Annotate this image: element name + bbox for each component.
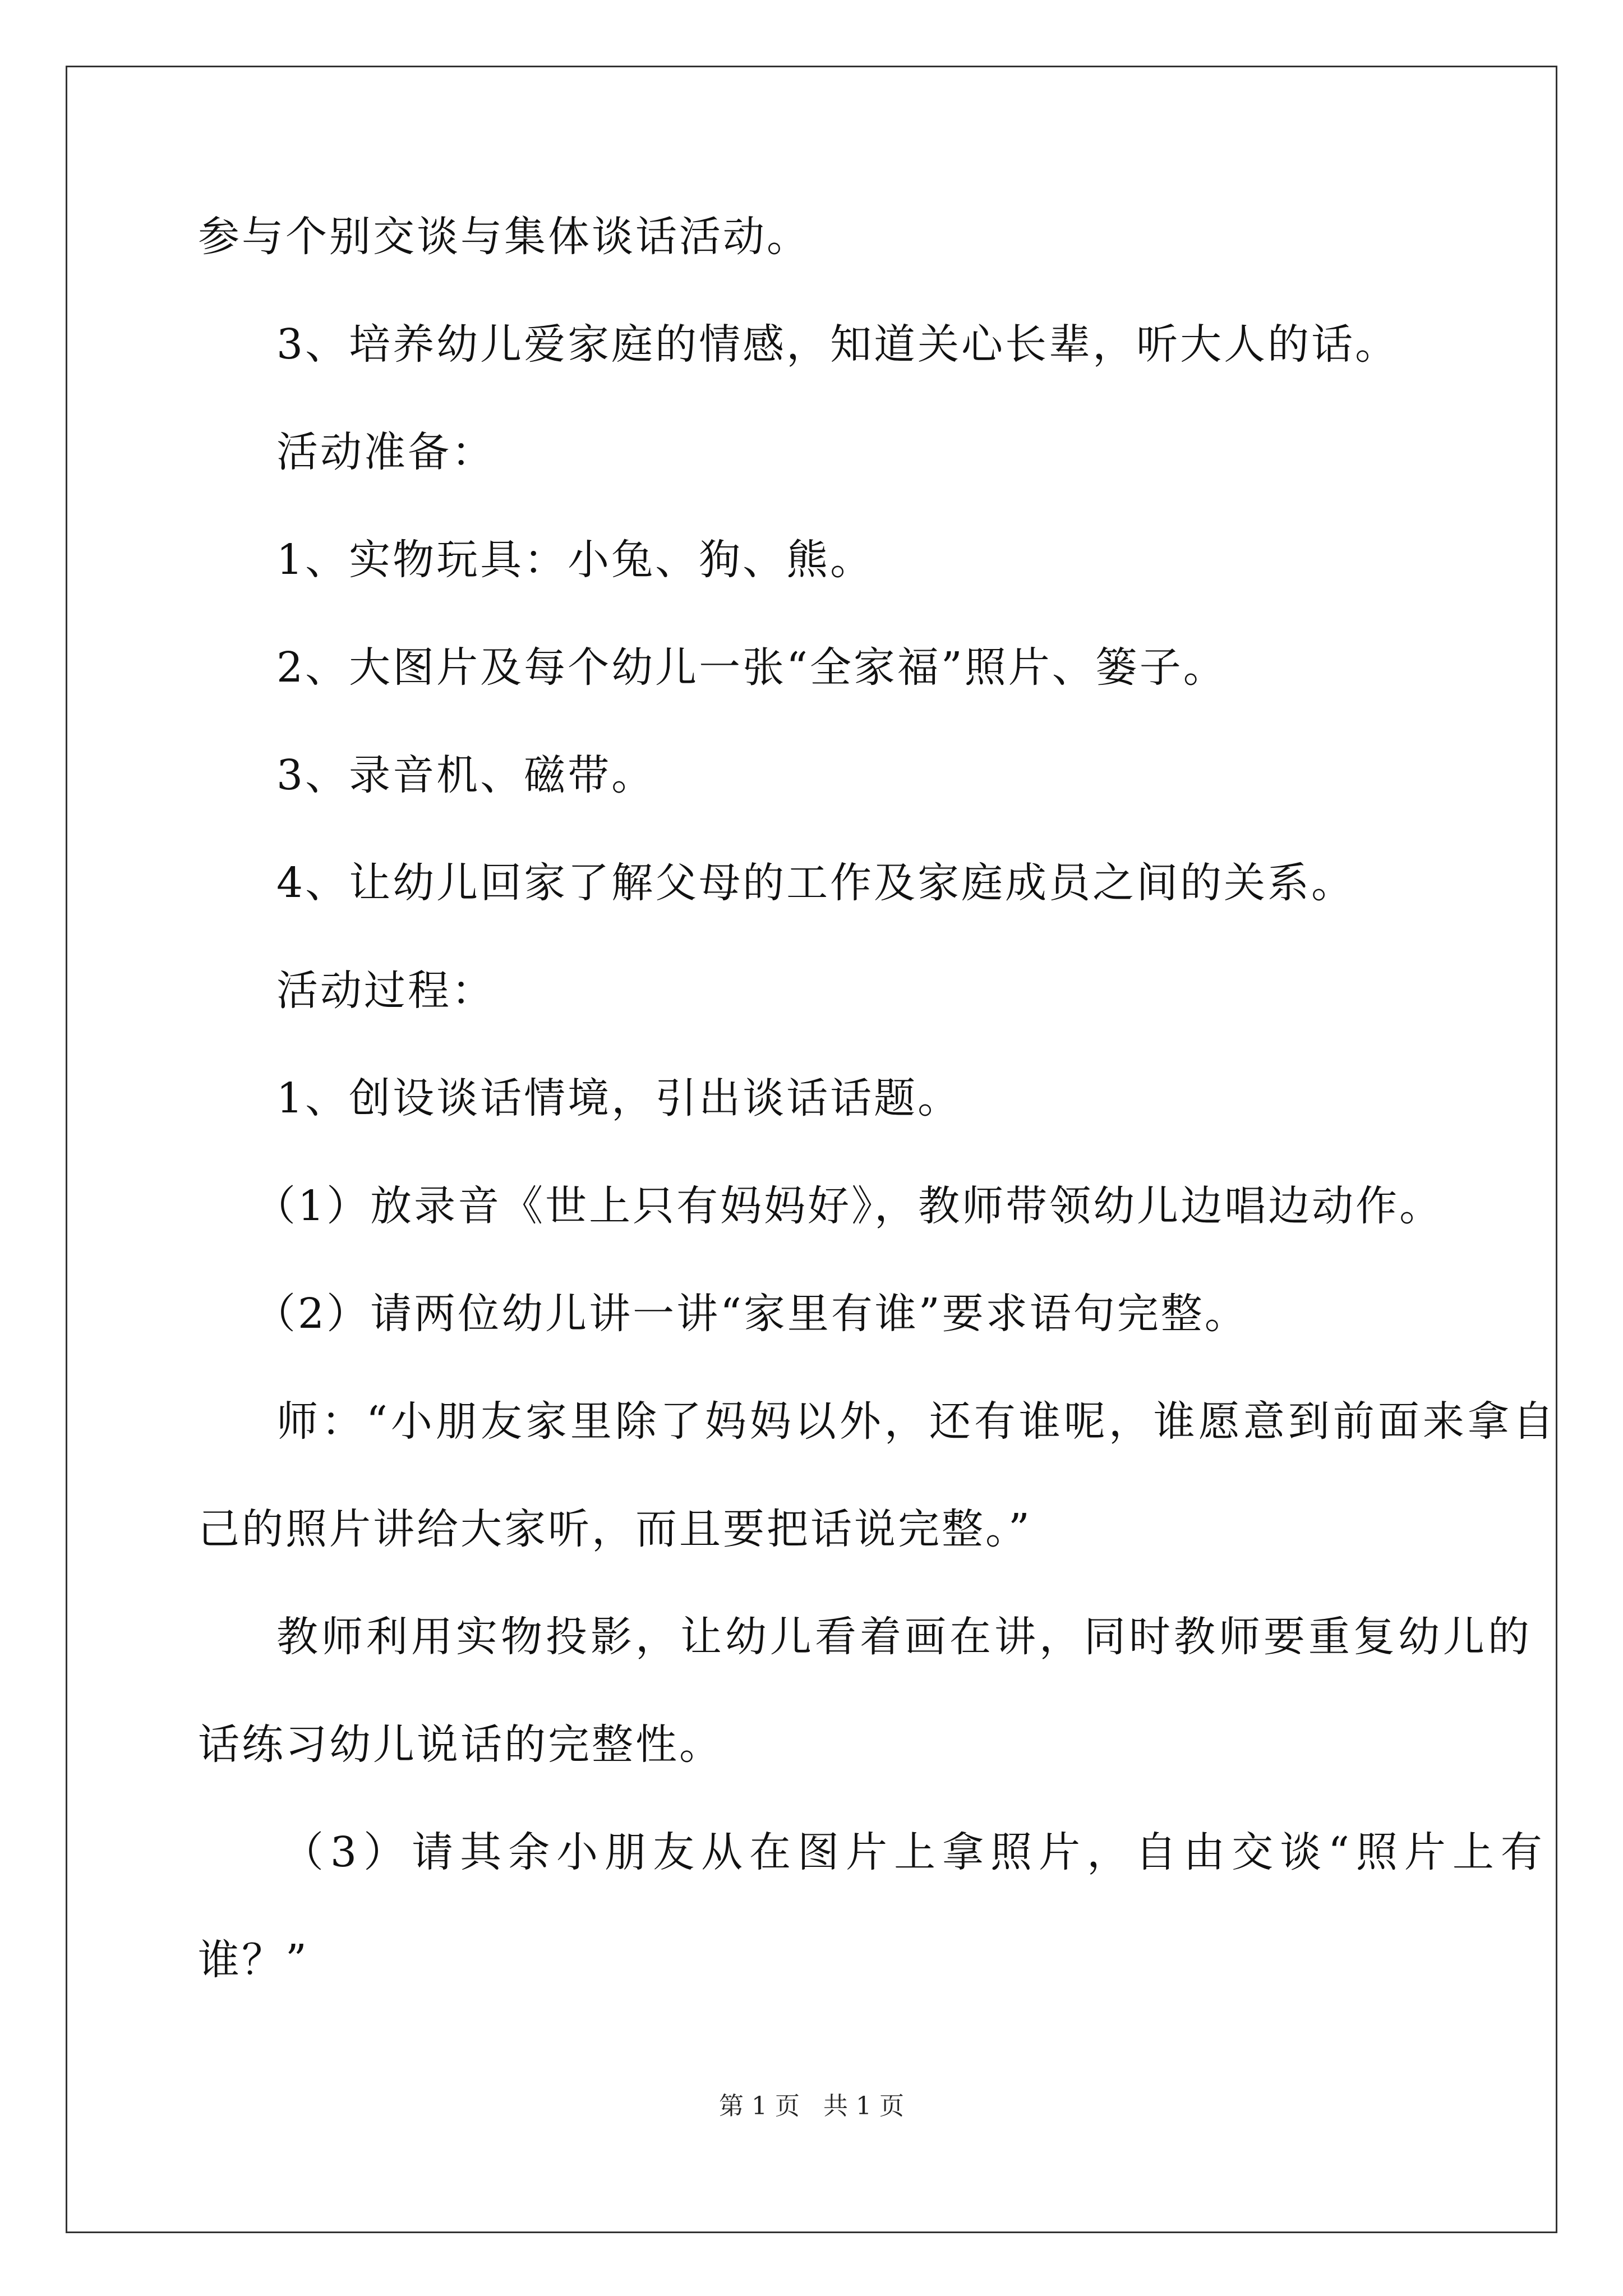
text-line: 己的照片讲给大家听，而且要把话说完整。” (198, 1505, 1032, 1553)
text-line: （3）请其余小朋友从在图片上拿照片，自由交谈“照片上有 (282, 1828, 1549, 1876)
text-line: 3、培养幼儿爱家庭的情感，知道关心长辈，听大人的话。 (276, 320, 1399, 369)
text-line: 参与个别交谈与集体谈话活动。 (198, 213, 810, 261)
page-footer: 第 1 页 共 1 页 (719, 2092, 904, 2120)
page-border (66, 66, 1557, 2233)
text-line: 3、录音机、磁带。 (276, 751, 656, 799)
text-line: 师：“小朋友家里除了妈妈以外，还有谁呢，谁愿意到前面来拿自 (276, 1397, 1557, 1446)
text-line: 谁？” (198, 1936, 309, 1984)
text-line: 1、创设谈话情境，引出谈话话题。 (276, 1074, 962, 1122)
text-line: 教师利用实物投影，让幼儿看着画在讲，同时教师要重复幼儿的 (276, 1613, 1533, 1661)
text-line: 4、让幼儿回家了解父母的工作及家庭成员之间的关系。 (276, 859, 1355, 907)
section-heading: 活动过程： (276, 967, 495, 1015)
text-line: 话练习幼儿说话的完整性。 (198, 1720, 723, 1769)
text-line: （1）放录音《世上只有妈妈好》，教师带领幼儿边唱边动作。 (254, 1182, 1444, 1230)
section-heading: 活动准备： (276, 428, 495, 476)
text-line: 1、实物玩具：小兔、狗、熊。 (276, 536, 874, 584)
text-line: （2）请两位幼儿讲一讲“家里有谁”要求语句完整。 (254, 1290, 1248, 1338)
text-line: 2、大图片及每个幼儿一张“全家福”照片、篓子。 (276, 643, 1227, 692)
